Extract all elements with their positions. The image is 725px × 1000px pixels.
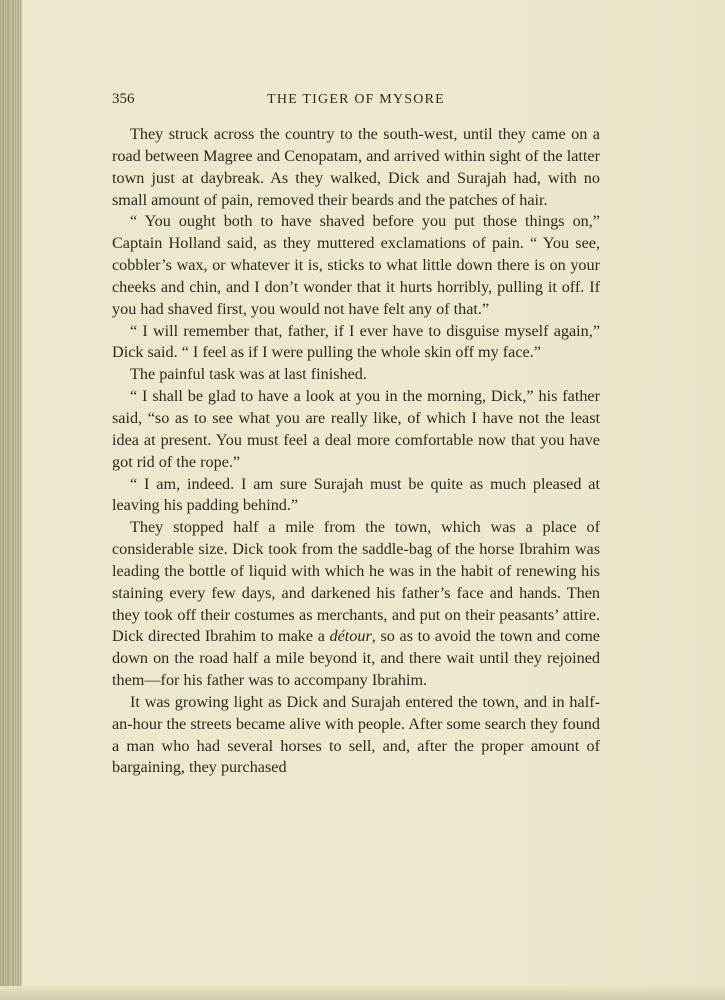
running-title: THE TIGER OF MYSORE xyxy=(267,92,445,107)
paragraph: It was growing light as Dick and Surajah entered the town, and in half-an-hour the streets became alive with people. After some search they found a man who had several horses to sell, and, after the proper amount of bargaining, they purchased xyxy=(112,692,600,777)
paragraph-text: They stopped half a mile from the town, which was a place of considerable size. Dick took from the saddle-bag of the horse Ibrahim was leading the bottle of liquid with which he was in the habit of renewing his staining every few days, and darkened his father’s face and hands. Then they took off their costumes as merchants, and put on their peasants’ attire. Dick directed Ibrahim to make a xyxy=(112,518,600,646)
body-text xyxy=(112,124,600,779)
paragraph: “ I shall be glad to have a look at you in the morning, Dick,” his father said, “so as to see what you are really like, of which I have not the least idea at present. You must feel a deal more comfortable now that you have got rid of the rope.” xyxy=(112,387,600,471)
paragraph: The painful task was at last finished. xyxy=(130,365,367,384)
paragraph: “ I will remember that, father, if I ever have to disguise myself again,” Dick said. “ I feel as if I were pulling the whole skin off my face.” xyxy=(112,321,600,362)
paragraph xyxy=(112,517,600,692)
italic-word-detour: détour xyxy=(329,627,372,646)
paragraph: They struck across the country to the south-west, until they came on a road between Magree and Cenopatam, and arrived within sight of the latter town just at daybreak. As they walked, Dick and Surajah had, with no small amount of pain, removed their beards and the patches of hair. xyxy=(112,125,600,209)
paragraph: “ I am, indeed. I am sure Surajah must be quite as much pleased at leaving his padding behind.” xyxy=(112,474,600,515)
paragraph-text-continued: , so as to avoid the town and come down on the road half a mile beyond it, and there wait until they rejoined them—for his father was to accompany Ibrahim. xyxy=(112,627,600,690)
book-binding-edge xyxy=(0,0,22,1000)
page-number: 356 xyxy=(112,91,135,107)
page-bottom-edge xyxy=(0,986,725,1000)
page-header xyxy=(112,91,600,113)
paragraph: “ You ought both to have shaved before you put those things on,” Captain Holland said, as they muttered exclamations of pain. “ You see, cobbler’s wax, or whatever it is, sticks to what little down there is on your cheeks and chin, and I don’t wonder that it hurts horribly, pulling it off. If you had shaved first, you would not have felt any of that.” xyxy=(112,212,600,318)
